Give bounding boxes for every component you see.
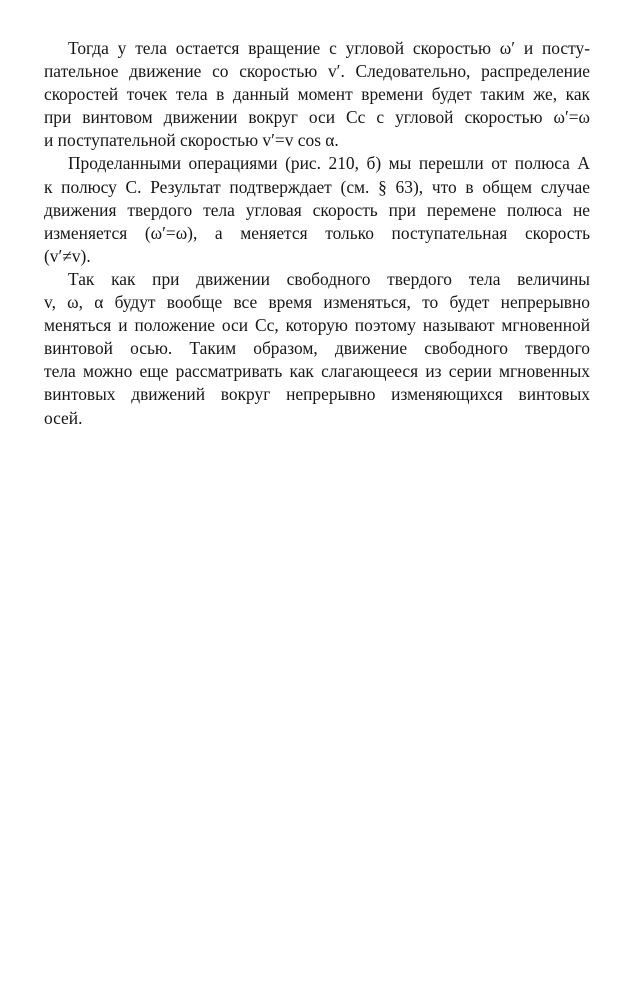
text-line: изменяется (ω′=ω), а меняется только поступательная скорость [44, 222, 590, 243]
text-line: движения твердого тела угловая скорость при перемене полюса не [44, 199, 590, 220]
body-text [44, 37, 590, 430]
text-line: скоростей точек тела в данный момент времени будет таким же, как [44, 84, 590, 105]
text-line: (v′≠v). [44, 245, 91, 266]
text-line: осей. [44, 407, 83, 428]
text-line: Так как при движении свободного твердого тела величины [68, 268, 590, 289]
paragraph-1 [44, 37, 590, 152]
text-line: к полюсу C. Результат подтверждает (см. § 63), что в общем случае [44, 176, 590, 197]
text-line: Проделанными операциями (рис. 210, б) мы перешли от полюса A [68, 153, 590, 174]
text-line: винтовой осью. Таким образом, движение свободного твердого [44, 338, 590, 359]
paragraph-2 [44, 152, 590, 267]
text-line: Тогда у тела остается вращение с угловой скоростью ω′ и посту- [68, 38, 590, 58]
text-line: винтовых движений вокруг непрерывно изменяющихся винтовых [44, 384, 590, 405]
text-line: и поступательной скоростью v′=v cos α. [44, 130, 339, 151]
text-line: при винтовом движении вокруг оси Cc с угловой скоростью ω′=ω [44, 107, 590, 128]
text-line: пательное движение со скоростью v′. Следовательно, распределение [44, 61, 590, 82]
text-line: меняться и положение оси Cc, которую поэтому называют мгновенной [44, 315, 590, 336]
text-line: тела можно еще рассматривать как слагающееся из серии мгновенных [44, 361, 590, 382]
text-line: v, ω, α будут вообще все время изменяться, то будет непрерывно [44, 292, 590, 313]
paragraph-3 [44, 268, 590, 430]
